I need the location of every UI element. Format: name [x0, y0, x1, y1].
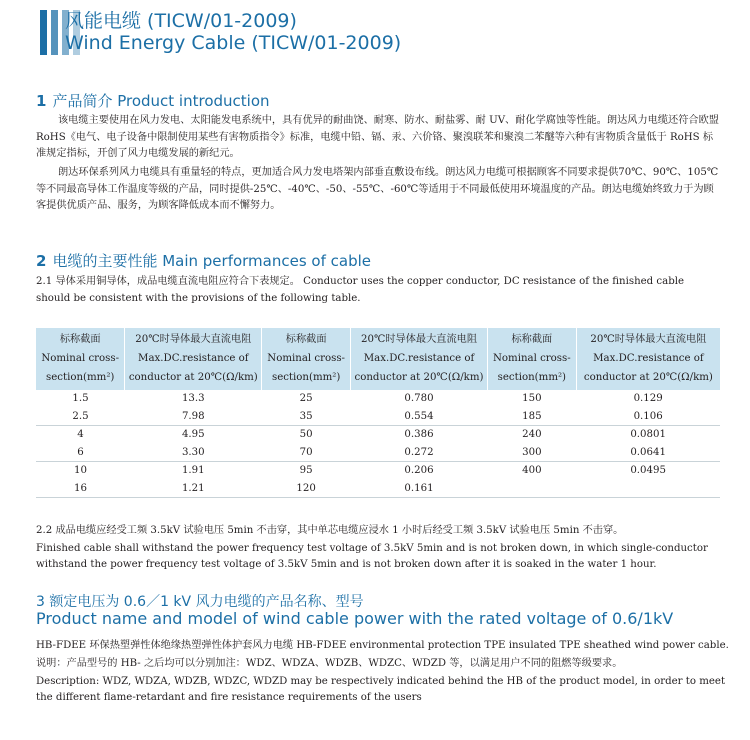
header-label: 20℃时导体最大直流电阻: [135, 334, 252, 345]
table-cell: 0.780: [404, 393, 434, 405]
table-cell: 50: [262, 426, 351, 444]
table-cell: [576, 480, 720, 498]
page-title-cn: 风能电缆 (TICW/01-2009): [65, 10, 297, 32]
header-cross-section: [262, 328, 351, 390]
table-cell: 13.3: [181, 393, 205, 405]
model-description-en-1: Description: WDZ, WDZA, WDZB, WDZC, WDZD may be respectively indicated behind the HB of the product model, in order to meet: [36, 676, 726, 687]
header-label: 标称截面: [59, 334, 101, 345]
header-label: section(mm²): [46, 372, 115, 383]
table-cell: 70: [299, 446, 313, 458]
header-label: conductor at 20℃(Ω/km): [354, 372, 484, 383]
header-label: 标称截面: [285, 334, 327, 345]
table-cell: 1.91: [125, 462, 262, 480]
product-model-line: HB-FDEE 环保热塑弹性体绝缘热塑弹性体护套风力电缆 HB-FDEE environmental protection TPE insulated TPE sheathed wind power cable.: [36, 640, 729, 651]
table-cell: 0.206: [351, 462, 488, 480]
table-cell: 1.21: [125, 480, 262, 498]
header-label: 标称截面: [511, 334, 553, 345]
table-row: [36, 444, 720, 462]
table-cell: 240: [487, 426, 576, 444]
section1-paragraph-1: 该电缆主要使用在风力发电、太阳能发电系统中，具有优异的耐曲饶、耐寒、防水、耐盐雾、耐 UV、耐化学腐蚀等性能。朗达风力电缆还符合欧盟 RoHS《电气、电子设备中限制使用某些有害物质指令》标准，电缆中铅、镉、汞、六价铬、聚溴联苯和聚溴二苯醚等六种有害物质含量低于 RoHS 标准规定指标，开创了风力电缆发展的新纪元。: [36, 115, 719, 159]
table-cell: 150: [522, 393, 542, 405]
table-cell: 95: [262, 462, 351, 480]
header-cross-section: [36, 328, 125, 390]
header-label: Max.DC.resistance of: [593, 353, 704, 364]
table-cell: 10: [36, 462, 125, 480]
table-cell: 0.272: [404, 446, 434, 458]
page-title-en: Wind Energy Cable (TICW/01-2009): [65, 32, 402, 54]
table-cell: 16: [36, 480, 125, 498]
table-cell: 2.5: [72, 410, 89, 422]
section1-number: 1: [36, 92, 47, 110]
table-body: [36, 390, 720, 498]
table-cell: 1.5: [72, 393, 89, 405]
section1-heading: [36, 90, 270, 111]
section2-heading: [36, 250, 371, 271]
header-label: Max.DC.resistance of: [363, 353, 475, 364]
table-cell: 0.129: [633, 393, 663, 405]
resistance-table: [36, 328, 720, 498]
section3-heading-cn: 3 额定电压为 0.6／1 kV 风力电缆的产品名称、型号: [36, 594, 364, 610]
header-label: Nominal cross-: [493, 353, 571, 364]
table-cell: [487, 480, 576, 498]
header-resistance: [576, 328, 720, 390]
table-row: [36, 462, 720, 480]
header-label: Nominal cross-: [267, 353, 346, 364]
table-cell: 3.30: [181, 446, 205, 458]
table-header: [36, 328, 720, 390]
section3-heading-en: Product name and model of wind cable power with the rated voltage of 0.6/1kV: [36, 609, 674, 628]
model-description-en-2: the different flame-retardant and fire resistance requirements of the users: [36, 692, 422, 703]
table-cell: 4.95: [125, 426, 262, 444]
header-label: Max.DC.resistance of: [138, 353, 249, 364]
header-label: section(mm²): [271, 372, 341, 383]
table-cell: 7.98: [181, 410, 205, 422]
header-label: Nominal cross-: [41, 353, 120, 364]
header-label: section(mm²): [497, 372, 567, 383]
table-cell: 400: [487, 462, 576, 480]
header-cross-section: [487, 328, 576, 390]
header-label: 20℃时导体最大直流电阻: [590, 334, 707, 345]
table-cell: 35: [299, 410, 313, 422]
table-row: [36, 390, 720, 408]
table-row: [36, 480, 720, 498]
test-voltage-note-cn: 2.2 成品电缆应经受工频 3.5kV 试验电压 5min 不击穿，其中单芯电缆应浸水 1 小时后经受工频 3.5kV 试验电压 5min 不击穿。: [36, 525, 624, 536]
table-cell: 0.0641: [630, 446, 666, 458]
test-voltage-note-en-2: withstand the power frequency test voltage of 3.5kV 5min and is not broken down after it is soaked in the water 1 hour.: [36, 559, 657, 570]
section2-number: 2: [36, 252, 47, 270]
test-voltage-note-en-1: Finished cable shall withstand the power frequency test voltage of 3.5kV 5min and is not broken down, in which single-conductor: [36, 543, 708, 554]
table-cell: 0.554: [404, 410, 434, 422]
table-cell: 0.0801: [576, 426, 720, 444]
section2-intro: 2.1 导体采用铜导体，成品电缆直流电阻应符合下表规定。 Conductor uses the copper conductor, DC resistance of the finished cable should be consistent with the provisions of the following table.: [36, 276, 685, 304]
header-label: conductor at 20℃(Ω/km): [583, 372, 713, 383]
section2-title: 电缆的主要性能 Main performances of cable: [52, 252, 372, 270]
table-cell: 120: [262, 480, 351, 498]
header-label: conductor at 20℃(Ω/km): [128, 372, 258, 383]
header-resistance: [125, 328, 262, 390]
header-resistance: [351, 328, 488, 390]
section1-paragraph-2: 朗达环保系列风力电缆具有重量轻的特点，更加适合风力发电塔架内部垂直敷设布线。朗达风力电缆可根据顾客不同要求提供70℃、90℃、105℃等不同最高导体工作温度等级的产品，同时提供-25℃、-40℃、-50、-55℃、-60℃等适用于不同最低使用环境温度的产品。朗达电缆始终致力于为顾客提供优质产品、服务，为顾客降低成本而不懈努力。: [36, 167, 719, 211]
table-cell: 25: [299, 393, 313, 405]
table-row: [36, 408, 720, 426]
table-cell: 300: [522, 446, 542, 458]
header-label: 20℃时导体最大直流电阻: [360, 334, 478, 345]
table-cell: 4: [36, 426, 125, 444]
table-cell: 0.386: [351, 426, 488, 444]
table-cell: 0.161: [351, 480, 488, 498]
section1-title: 产品简介 Product introduction: [52, 92, 270, 110]
table-cell: 6: [77, 446, 84, 458]
table-cell: 0.106: [633, 410, 663, 422]
model-description-cn: 说明：产品型号的 HB- 之后均可以分别加注：WDZ、WDZA、WDZB、WDZC、WDZD 等，以满足用户不同的阻燃等级要求。: [36, 658, 623, 669]
table-cell: 185: [522, 410, 542, 422]
table-row: [36, 426, 720, 444]
table-cell: 0.0495: [576, 462, 720, 480]
